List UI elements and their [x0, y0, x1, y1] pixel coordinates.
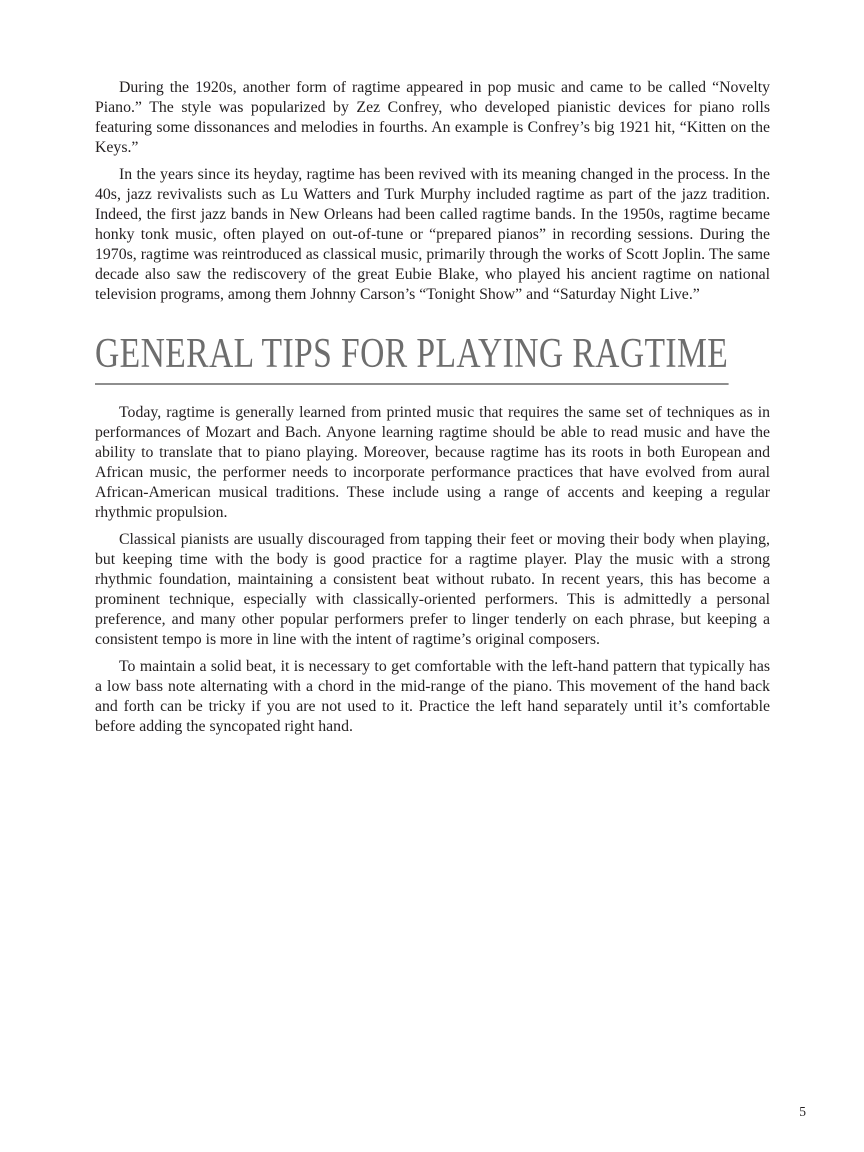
page-content	[95, 78, 770, 737]
section-heading-text: GENERAL TIPS FOR PLAYING RAGTIME	[95, 332, 728, 385]
section-heading	[95, 332, 770, 385]
intro-paragraph: During the 1920s, another form of ragtime appeared in pop music and came to be called “Novelty Piano.” The style was popularized by Zez Confrey, who developed pianistic devices for piano rolls featuring some dissonances and melodies in fourths. An example is Confrey’s big 1921 hit, “Kitten on the Keys.”	[95, 79, 770, 156]
section-paragraph: To maintain a solid beat, it is necessary to get comfortable with the left-hand pattern that typically has a low bass note alternating with a chord in the mid-range of the piano. This movement of the hand back and forth can be tricky if you are not used to it. Practice the left hand separately until it’s comfortable before adding the syncopated right hand.	[95, 658, 770, 736]
section-paragraph: Today, ragtime is generally learned from printed music that requires the same set of techniques as in performances of Mozart and Bach. Anyone learning ragtime should be able to read music and have the ability to translate that to piano playing. Moreover, because ragtime has its roots in both European and African music, the performer needs to incorporate performance practices that have evolved from aural African-American musical traditions. These include using a range of accents and keeping a regular rhythmic propulsion.	[95, 404, 770, 522]
page-number: 5	[799, 1104, 806, 1119]
intro-paragraph: In the years since its heyday, ragtime has been revived with its meaning changed in the process. In the 40s, jazz revivalists such as Lu Watters and Turk Murphy included ragtime as part of the jazz tradition. Indeed, the first jazz bands in New Orleans had been called ragtime bands. In the 1950s, ragtime became honky tonk music, often played on out-of-tune or “prepared pianos” in recording sessions. During the 1970s, ragtime was reintroduced as classical music, primarily through the works of Scott Joplin. The same decade also saw the rediscovery of the great Eubie Blake, who played his ancient ragtime on national television programs, among them Johnny Carson’s “Tonight Show” and “Saturday Night Live.”	[95, 166, 770, 303]
section-paragraph: Classical pianists are usually discouraged from tapping their feet or moving their body when playing, but keeping time with the body is good practice for a ragtime player. Play the music with a strong rhythmic foundation, maintaining a consistent beat without rubato. In recent years, this has become a prominent technique, especially with classically-oriented performers. This is admittedly a personal preference, and many other popular performers prefer to linger tenderly on each phrase, but keeping a consistent tempo is more in line with the intent of ragtime’s original composers.	[95, 531, 770, 649]
